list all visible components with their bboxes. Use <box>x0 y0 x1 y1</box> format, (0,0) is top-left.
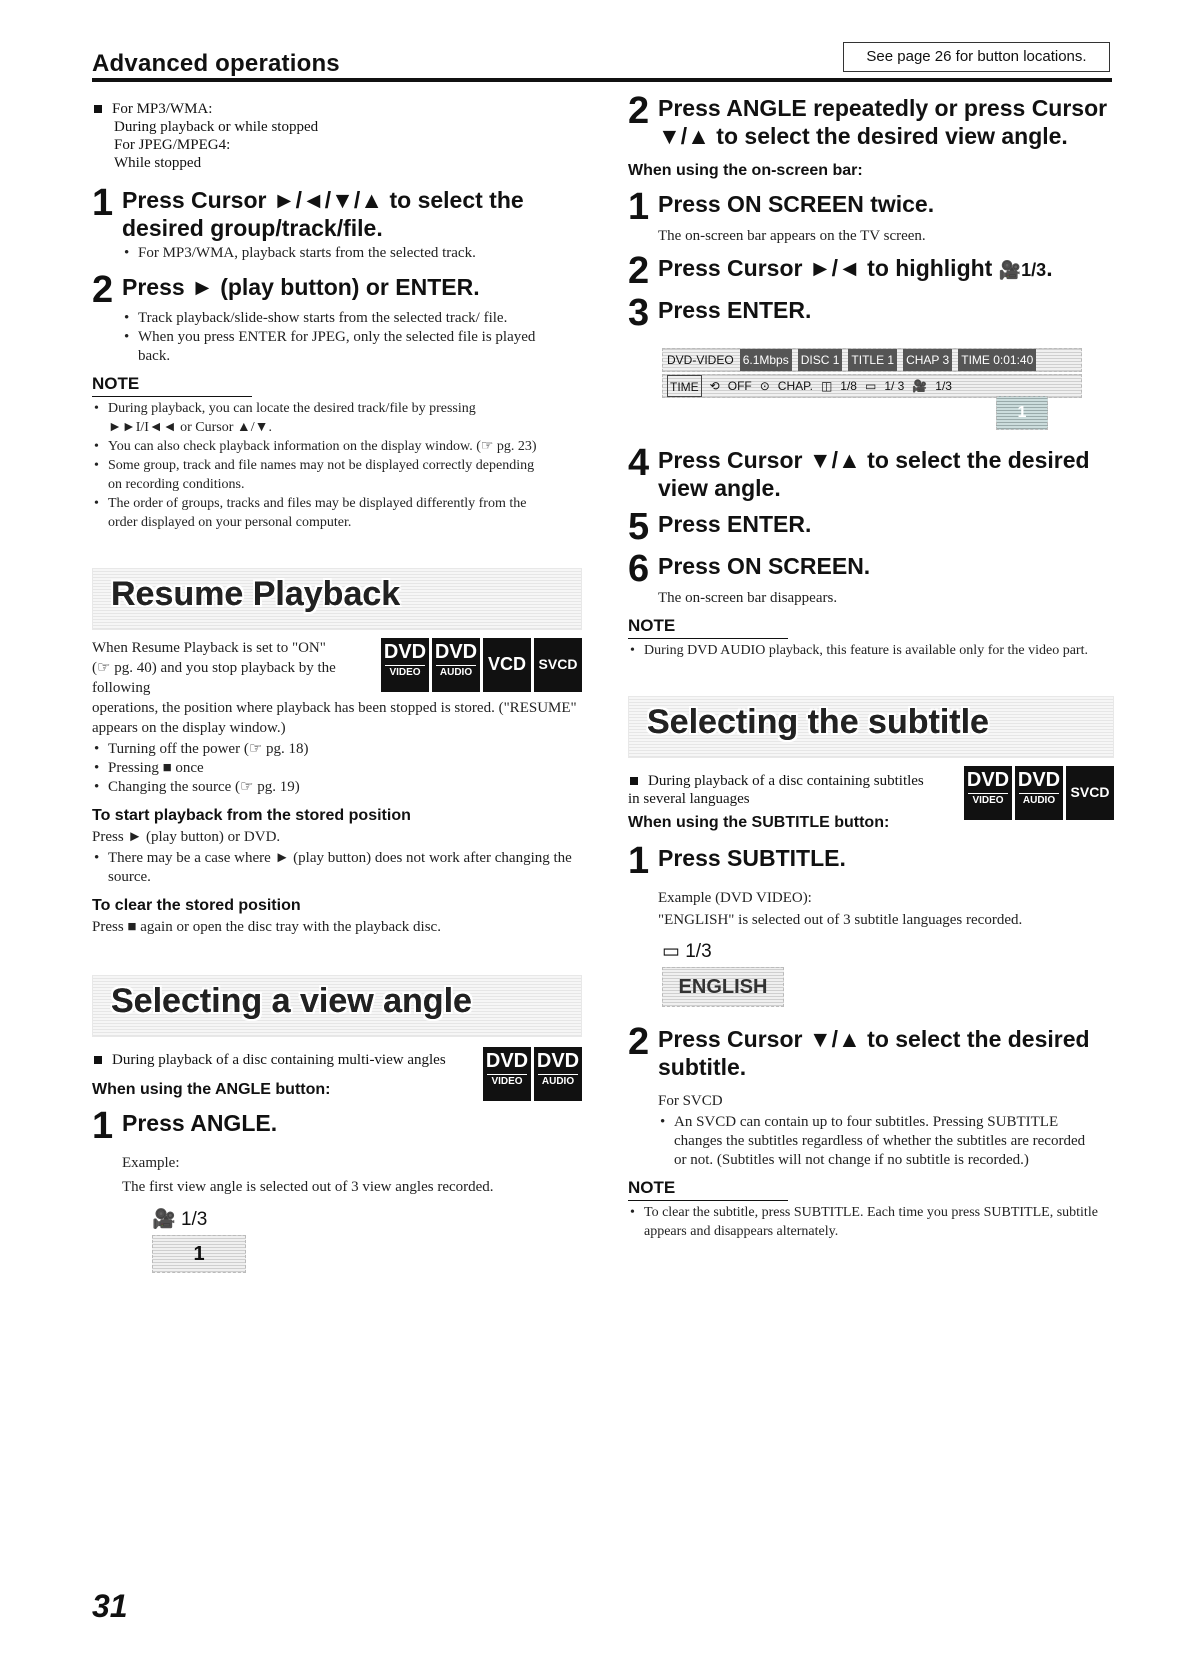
step-enter-2 <box>628 506 1114 548</box>
osd-value: DVD-VIDEO <box>667 353 734 367</box>
intro-line: While stopped <box>114 155 202 171</box>
subtitle-intro <box>628 769 1114 1241</box>
disc-badges <box>964 766 1114 820</box>
list-item: • An SVCD can contain up to four subtitles. Pressing SUBTITLE changes the subtitles regardless of whether the subtitles are recorded or not. (Subtitles will not change if no subtitle is recorded.) <box>658 1113 1098 1170</box>
paragraph: operations, the position where playback has been stopped is stored. ("RESUME" appears on the display window.) <box>92 700 577 736</box>
badge-svcd: SVCD <box>534 638 582 692</box>
subtitle-icon: ▭ <box>864 379 877 393</box>
step-press-angle-repeat <box>628 90 1114 150</box>
step-number: 5 <box>628 506 650 548</box>
osd-value: 1/8 <box>840 379 857 393</box>
badge-dvd-video: DVD VIDEO <box>381 638 429 692</box>
subheading: To start playback from the stored position <box>92 807 411 824</box>
step-enter <box>628 292 1114 334</box>
paragraph: Press ■ again or open the disc tray with the playback disc. <box>92 919 441 935</box>
step-text: Press ON SCREEN twice. <box>658 191 935 217</box>
step-text: Press ENTER. <box>658 297 812 323</box>
square-bullet-icon <box>94 105 102 113</box>
badge-dvd-audio: DVD AUDIO <box>432 638 480 692</box>
step-bullets <box>122 309 542 366</box>
badge-dvd-video: DVD VIDEO <box>964 766 1012 820</box>
section-banner-resume <box>92 568 582 630</box>
audio-icon: ◫ <box>820 379 833 393</box>
step-text: Press Cursor ▼/▲ to select the desired subtitle. <box>658 1026 1090 1080</box>
section-banner-angle <box>92 975 582 1037</box>
left-column <box>92 100 582 1273</box>
step-play <box>92 269 582 311</box>
osd-value: TIME <box>667 375 702 397</box>
osd-row-2 <box>662 374 1082 398</box>
step-number: 1 <box>628 186 650 228</box>
step-text: Press SUBTITLE. <box>658 845 846 871</box>
paragraph: When Resume Playback is set to "ON" (☞ pg. 40) and you stop playback by the following <box>92 640 336 696</box>
paragraph: "ENGLISH" is selected out of 3 subtitle languages recorded. <box>658 912 1023 928</box>
osd-value: TIME 0:01:40 <box>958 349 1036 371</box>
step-bullets <box>122 244 582 263</box>
osd-value: 1 <box>1017 404 1027 421</box>
step-text: Press Cursor ►/◄ to highlight <box>658 255 993 281</box>
paragraph: During playback of a disc containing multi-view angles <box>112 1052 446 1068</box>
subheading: When using the SUBTITLE button: <box>628 814 890 831</box>
angle-intro <box>92 1051 582 1273</box>
list-item: • Changing the source (☞ pg. 19) <box>92 778 582 797</box>
square-bullet-icon <box>94 1056 102 1064</box>
note-list <box>628 641 1098 660</box>
note-list <box>92 399 542 532</box>
timer-icon: ⊙ <box>759 379 770 393</box>
step-number: 4 <box>628 442 650 484</box>
step-text: Press ON SCREEN. <box>658 553 871 579</box>
subheading: When using the ANGLE button: <box>92 1081 331 1098</box>
step-number: 1 <box>92 1105 114 1147</box>
badge-dvd-audio: DVD AUDIO <box>534 1047 582 1101</box>
subheading: To clear the stored position <box>92 897 301 914</box>
list-item: • Track playback/slide-show starts from the selected track/ file. <box>122 309 542 328</box>
list-item: • When you press ENTER for JPEG, only the selected file is played back. <box>122 328 542 366</box>
paragraph: Press ► (play button) or DVD. <box>92 829 281 845</box>
step-press-angle <box>92 1105 582 1147</box>
square-bullet-icon <box>630 777 638 785</box>
step-number: 1 <box>628 840 650 882</box>
section-title: Resume Playback <box>111 575 401 613</box>
osd-row-1 <box>662 348 1082 372</box>
button-location-note: See page 26 for button locations. <box>843 42 1110 72</box>
badge-dvd-audio: DVD AUDIO <box>1015 766 1063 820</box>
osd-value: 6.1Mbps <box>740 349 792 371</box>
badge-dvd-video: DVD VIDEO <box>483 1047 531 1101</box>
list-item: • To clear the subtitle, press SUBTITLE. Each time you press SUBTITLE, subtitle appears and disappears alternately. <box>628 1203 1098 1241</box>
step-text: Press Cursor ▼/▲ to select the desired view angle. <box>658 447 1090 501</box>
osd-value: 1/3 <box>685 941 712 962</box>
step-press-subtitle <box>628 840 1114 882</box>
osd-value: TITLE 1 <box>848 349 897 371</box>
note-heading: NOTE <box>628 1178 788 1201</box>
step-text: . <box>1046 255 1053 281</box>
paragraph: The on-screen bar appears on the TV screen. <box>658 228 926 244</box>
step-text: Press ANGLE repeatedly or press Cursor ▼/▲ to select the desired view angle. <box>658 95 1108 149</box>
subtitle-icon: ▭ <box>662 941 680 962</box>
list-item: • You can also check playback information on the display window. (☞ pg. 23) <box>92 437 542 456</box>
osd-value: 1/3 <box>935 379 952 393</box>
page-section-title: Advanced operations <box>92 50 340 77</box>
intro-block <box>92 100 582 172</box>
step-highlight <box>628 250 1114 292</box>
section-title: Selecting a view angle <box>111 982 472 1020</box>
section-banner-subtitle <box>628 696 1114 758</box>
step-number: 2 <box>628 1021 650 1063</box>
repeat-icon: ⟲ <box>709 379 720 393</box>
step-text: Press ENTER. <box>658 511 812 537</box>
osd-value: CHAP. <box>777 379 813 393</box>
step-number: 1 <box>92 182 114 224</box>
osd-value: 1/3 <box>180 1209 208 1230</box>
list-item: • During playback, you can locate the desired track/file by pressing ►►I/I◄◄ or Cursor ▲/▼. <box>92 399 542 437</box>
step-select-angle <box>628 442 1114 502</box>
step-text: Press Cursor ►/◄/▼/▲ to select the desired group/track/file. <box>122 187 524 241</box>
camera-angle-icon: 🎥 <box>998 260 1022 280</box>
list-item: • There may be a case where ► (play button) does not work after changing the source. <box>92 849 582 887</box>
osd-value: DISC 1 <box>798 349 843 371</box>
subtitle-osd-example <box>662 940 1114 1007</box>
step-select-file <box>92 182 582 242</box>
step-select-subtitle <box>628 1021 1114 1081</box>
step-number: 2 <box>628 250 650 292</box>
osd-box <box>152 1235 246 1273</box>
angle-osd-example <box>152 1207 582 1273</box>
camera-angle-icon: 🎥 <box>152 1209 176 1230</box>
list-item: • Some group, track and file names may not be displayed correctly depending on recording conditions. <box>92 456 542 494</box>
section-title: Selecting the subtitle <box>647 703 989 741</box>
step-number: 2 <box>92 269 114 311</box>
note-list <box>628 1203 1098 1241</box>
start-notes <box>92 849 582 887</box>
on-screen-bar <box>662 348 1082 428</box>
page-number: 31 <box>92 1588 128 1624</box>
step-text: Press ► (play button) or ENTER. <box>122 274 480 300</box>
badge-vcd: VCD <box>483 638 531 692</box>
osd-value: ENGLISH <box>678 976 768 998</box>
list-item: • Turning off the power (☞ pg. 18) <box>92 740 582 759</box>
camera-angle-icon: 🎥 <box>912 379 928 393</box>
list-item: • During DVD AUDIO playback, this feature is available only for the video part. <box>628 641 1098 660</box>
osd-value: OFF <box>727 379 752 393</box>
list-item: • For MP3/WMA, playback starts from the selected track. <box>122 244 582 263</box>
osd-box <box>662 967 784 1007</box>
paragraph: During playback of a disc containing subtitles in several languages <box>628 773 924 807</box>
resume-intro <box>92 638 582 937</box>
step-on-screen <box>628 186 1114 228</box>
paragraph: The on-screen bar disappears. <box>658 590 838 606</box>
osd-value: CHAP 3 <box>903 349 952 371</box>
resume-conditions <box>92 740 582 797</box>
subheading: When using the on-screen bar: <box>628 162 863 179</box>
paragraph: For SVCD <box>658 1093 723 1109</box>
osd-value: 1/ 3 <box>884 379 905 393</box>
list-item: • The order of groups, tracks and files may be displayed differently from the order displayed on your personal computer. <box>92 494 542 532</box>
paragraph: Example (DVD VIDEO): <box>658 890 812 906</box>
badge-svcd: SVCD <box>1066 766 1114 820</box>
paragraph: Example: <box>122 1155 180 1171</box>
intro-line: For JPEG/MPEG4: <box>114 137 231 153</box>
osd-value: 1/3 <box>1021 260 1047 280</box>
list-item: • Pressing ■ once <box>92 759 582 778</box>
intro-line: During playback or while stopped <box>114 119 319 135</box>
paragraph: The first view angle is selected out of 3 view angles recorded. <box>122 1179 494 1195</box>
step-number: 6 <box>628 548 650 590</box>
svcd-notes <box>658 1113 1098 1170</box>
step-text: Press ANGLE. <box>122 1110 278 1136</box>
disc-badges <box>381 638 582 692</box>
header-rule <box>92 78 1112 82</box>
osd-value: 1 <box>193 1243 205 1265</box>
note-heading: NOTE <box>628 616 788 639</box>
disc-badges <box>483 1047 582 1101</box>
right-column <box>628 90 1114 1241</box>
step-number: 3 <box>628 292 650 334</box>
note-heading: NOTE <box>92 374 252 397</box>
step-number: 2 <box>628 90 650 132</box>
step-on-screen-off <box>628 548 1114 590</box>
osd-popup <box>996 396 1048 430</box>
intro-line: For MP3/WMA: <box>112 101 213 117</box>
